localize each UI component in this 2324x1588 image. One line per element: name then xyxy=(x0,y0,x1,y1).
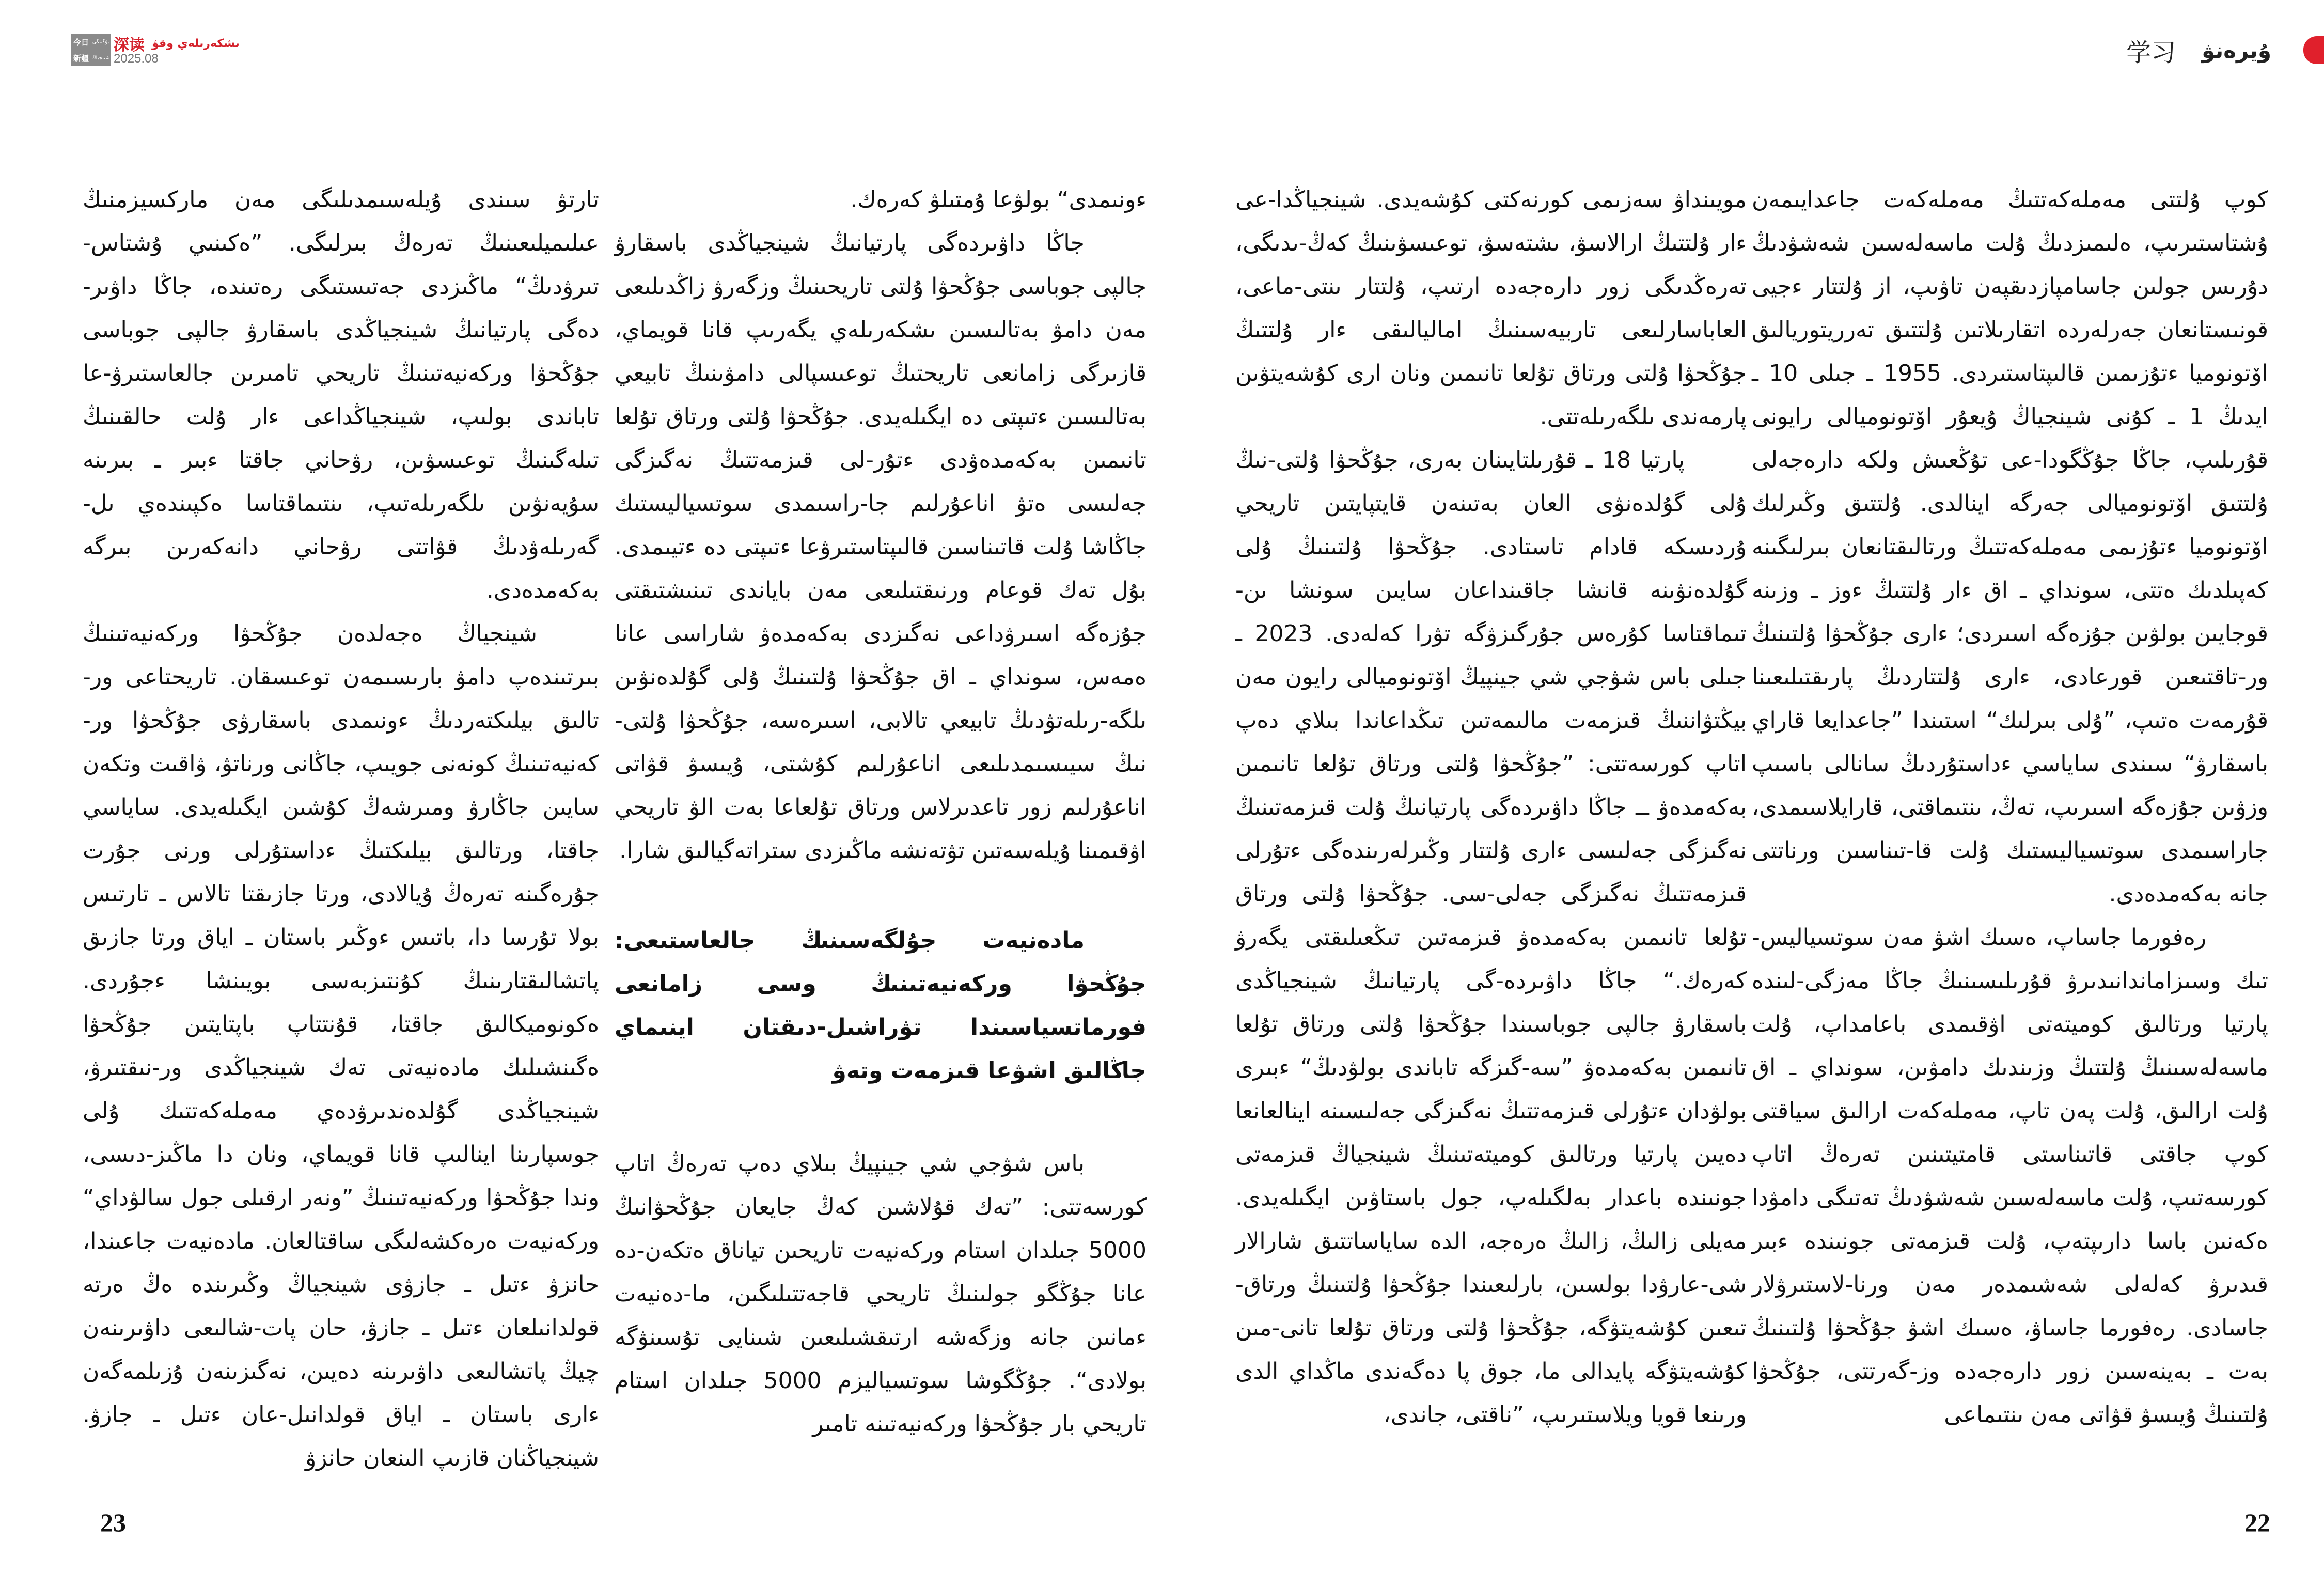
page-number-right: 22 xyxy=(2244,1508,2270,1537)
paragraph: كوپ ۇلتتى مەملەكەتتىڭ مەملەكەت جاعدايىمەن ۇشتاستىرىپ، ەلىمىزدىڭ ۇلت ماسەلەسىن شەشۋدىڭ دۇرىس جولىن جاسامپازدىقپەن تاۋىپ، از ۇلتتار ءجيى قونىستانعان جەرلەردە اتقارىلاتىن ۇلتتىق تەرريتوريالىق اۆتونوميا ءتۇزىمىن قالىپتاستىردى. 1955 ـ جىلى 10 ـ ايدىڭ 1 ـ كۇنى شينجياڭ ۇيعۇر اۆتونوميالى رايونى قۇرىلىپ، جاڭا جۇڭگودا-عى تۇڭعىش ولكە دارەجەلى ۇلتتىق اۆتونوميالى جەرگە اينالدى. ۇلتتىق وڭىرلىك اۆتونوميا ءتۇزىمى مەملەكەتتىڭ ورتالىقتانعان بىرلىگىنە كەپىلدىك ەتتى، سونداي ـ اق ءار ۇلتتىڭ ءوز ـ وزىنە قوجايىن بولۋىن جۇزەگە اسىردى؛ ءارى جۇڭحۋا ۇلتىنىڭ ور-تاقتىعىن قورعادى، ءارى ۇلتتاردىڭ پارىقتىلىعىنا قۇرمەت ەتىپ، ”ۇلى بىرلىك“ استىندا ”جاعدايعا قاراي باسقارۋ“ سىندى ساياسي ءداستۇردىڭ سانالى باسىپ وزۋىن جۇزەگە اسىرىپ، تەڭ، ىنتىماقتى، قارايلاسىمدى، جاراسىمدى سوتسياليستىك ۇلت قا-تىناسىن ورناتتى جانە بەكەمدەدى. xyxy=(1752,186,2268,907)
paragraph: پارتيا 18 ـ قۇرىلتايىنان بەرى، جۇڭحۋا ۇلتى-نىڭ ۇلى گۇلدەنۋى العان بەتىنەن قايتپايتىن تاريحي ۇردىسكە قادام تاستادى. جۇڭحۋا ۇلتىنىڭ ۇلى گۇلدەنۋىنە قانشا جاقىنداعان سايىن سونشا ىن-تىماقتاسا كۇرەس جۇرگىزۋگە تۋرا كەلەدى. 2023 ـ جىلى باس شۋجي شي جينپيڭ اۆتونوميالى رايون مەن بيڭتۋاننىڭ قىزمەت مالىمەتىن تىڭداعاندا بىلاي دەپ اتاپ كورسەتتى: ”جۇڭحۋا ۇلتى ورتاق تۇلعا تانىمىن بەكەمدەۋ ــ جاڭا داۋىردەگى پارتيانىڭ ۇلت قىزمەتىنىڭ نەگىزگى جەلىسى ءارى ۇلتتار وڭىرلەرىندەگى ءتۇرلى قىزمەتتىڭ نەگىزگى جەلى-سى. جۇڭحۋا ۇلتى ورتاق تۇلعا تانىمىن بەكەمدەۋ قىزمەتىن تىڭعىلىقتى يگەرۋ كەرەك.“ جاڭا داۋىردە-گى پارتيانىڭ شينجياڭدى باسقارۋ جالپى جوباسىندا جۇڭحۋا ۇلتى ورتاق تۇلعا تانىمىن بەكەمدەۋ ”سە-گىزگە تاباندى بولۋدىڭ“ ءبىرى بولۋدان ءتۇرلى قىزمەتتىڭ نەگىزگى جەلىسىنە اينالعانعا دەيىن پارتيا ورتالىق كوميتەتىنىڭ شينجياڭ قىزمەتى جونىندە باعدار بەلگىلەپ، جول باستاۋىن ايگىلەيدى. مەيلى زالىڭ، زالىڭ ەرەجە، الدە ساياساتتىق شارالار شى-عارۋدا بولسىن، بارلىعىندا جۇڭحۋا ۇلتىنىڭ ورتاق-تىعىن كۇشەيتۋگە، جۇڭحۋا ۇلتى ورتاق تۇلعا تانى-مىن كۇشەيتۋگە پايدالى ما، جوق پا دەگەندى ماڭداي الدى ورىنعا قويا ويلاستىرىپ، ”ناقتى، جاندى، xyxy=(1235,447,1747,1428)
paragraph: ءونىمدى“ بولۋعا ۇمتىلۋ كەرەك. xyxy=(850,186,1147,213)
logo-top-cn: 今日 xyxy=(73,37,89,47)
section-subheading: مادەنيەت جۇلگەسىنىڭ جالعاستىعى: جۇڭحۋا وركەنيەتىنىڭ وسى زامانعى فورماتسياسىندا تۋراشىل-دىقتان اينىماي جاڭالىق اشۋعا قىزمەت وتەۋ xyxy=(615,927,1147,1084)
section-title-cn: 深读 xyxy=(114,36,145,54)
red-tab-marker xyxy=(2303,36,2324,64)
paragraph: رەفورما جاساپ، ەسىك اشۋ مەن سوتسياليس-تىك وسىزاماندانىدىرۋ قۇرىلىسىنىڭ جاڭا مەزگى-لىندە پارتيا ورتالىق كوميتەتى اۋقىمدى باعامداپ، ۇلت ماسەلەسىنىڭ ۇلتتىڭ وزىندىك دامۋىن، سونداي ـ اق ۇلت ارالىق، ۇلت پەن تاپ، مەملەكەت ارالىق سياقتى كوپ جاقتى قاتىناستى قامتيتىنىن تەرەڭ اتاپ كورسەتىپ، ۇلت ماسەلەسىن شەشۋدىڭ تەتىگى دامۋدا ەكەنىن باسا دارىپتەپ، ۇلت قىزمەتى جونىندە ءبىر قىدىرۋ كەلەلى شەشىمدەر مەن ورنا-لاستىرۋلار جاسادى. رەفورما جاساۋ، ەسىك اشۋ جۇڭحۋا ۇلتىنىڭ بەت ـ بەينەسىن زور دارەجەدە وز-گەرتتى، جۇڭحۋا ۇلتىنىڭ ۇيىسۋ قۋاتى مەن ىنتىماعى xyxy=(1752,924,2268,1428)
paragraph: شينجياڭ ەجەلدەن جۇڭحۋا وركەنيەتىنىڭ بىرتىندەپ دامۋ بارىسىمەن توعىسقان. تاريحتاعى ور-تالىق بيلىكتەردىڭ ءونىمدى باسقارۋى جۇڭحۋا ور-كەنيەتىنىڭ كونەنى جويىپ، جاڭانى ورناتۋ، ۋاقىت وتكەن سايىن جاڭارۋ ومىرشەڭ كۇشىن ايگىلەيدى. ساياسي جاقتا، ورتالىق بيلىكتىڭ ءداستۇرلى ورنى جۇرت جۇرەگىنە تەرەڭ ۇيالادى، ورتا جازىقتا تالاس ـ تارتىس بولا تۇرسا دا، باتىس ءوڭىر باستان ـ اياق ورتا جازىق پاتشالىقتارىنىڭ كۇنتىزبەسى بويىنشا ءجۇردى. ەكونوميكالىق جاقتا، قۇنتتاپ باپتايتىن جۇڭحۋا ەگىنشىلىك مادەنيەتى تەك شينجياڭدى ور-نىقتىرۋ، شينجياڭدى گۇلدەندىرۋدەي مەملەكەتتىك ۇلى جوسپارىنا اينالىپ قانا قويماي، ونان دا ماڭىز-دىسى، وندا جۇڭحۋا وركەنيەتىنىڭ ”ونەر ارقىلى جول سالۋداي“ وركەنيەت ەرەكشەلىگى ساقتالعان. مادەنيەت جاعىندا، حانزۋ ءتىل ـ جازۋى شينجياڭ وڭىرىندە ەڭ ەرتە قولدانىلعان ءتىل ـ جازۋ، حان پات-شالىعى داۋىرىنەن چيڭ پاتشالىعى داۋىرىنە دەيىن، نەگىزىنەن ۇزىلمەگەن ءارى باستان ـ اياق قولدانىل-عان ءتىل ـ جازۋ. شينجياڭنان قازىپ الىنعان حانزۋ xyxy=(83,620,599,1471)
paragraph: تارتۋ سىندى ۇيلەسىمدىلىگى مەن ماركسيزمنىڭ عىلىميلىعىنىڭ تەرەڭ بىرلىگى. ”ەكىنىي ۇشتاس-تىرۋدىڭ“ ماڭىزدى جەتىستىگى رەتىندە، جاڭا داۋىر-دەگى پارتيانىڭ شينجياڭدى باسقارۋ جالپى جوباسى جۇڭحۋا وركەنيەتىنىڭ تاريحي تامىرىن جالعاستىرۋ-عا تاباندى بولىپ، شينجياڭداعى ءار ۇلت حالقىنىڭ تىلەگىنىڭ توعىسۋىن، رۋحاني جاقتا ءبىر ـ بىرىنە سۇيەنۋىن ىلگەرىلەتىپ، ىنتىماقتاسا ەكپىندەي ىل-گەرىلەۋدىڭ قۋاتتى رۋحاني دانەكەرىن بىرگە بەكەمدەدى. xyxy=(83,186,599,603)
text-column-2 xyxy=(1235,178,1747,1437)
section-label-ug: ۇيرەنۋ xyxy=(2202,37,2271,63)
text-column-1 xyxy=(1752,178,2268,1437)
magazine-header xyxy=(71,34,240,67)
section-title-ug: ىشكەرىلەي وقۋ xyxy=(152,37,240,50)
logo-bottom-cn: 新疆 xyxy=(73,53,89,63)
page-number-left: 23 xyxy=(100,1508,126,1537)
text-column-4 xyxy=(83,178,599,1480)
issue-date: 2025.08 xyxy=(114,52,159,66)
paragraph: جاڭا داۋىردەگى پارتيانىڭ شينجياڭدى باسقارۋ جالپى جوباسى جۇڭحۋا ۇلتى تاريحىنىڭ وزگەرۋ زاڭدىلىعى مەن دامۋ بەتالىسىن ىشكەرىلەي يگەرىپ قانا قويماي، قازىرگى زامانعى تاريحتىڭ توعىسپالى دامۋىنىڭ تابيعي بەتالىسىن ءتىپتى دە ايگىلەيدى. جۇڭحۋا ۇلتى ورتاق تۇلعا تانىمىن بەكەمدەۋدى ءتۇر-لى قىزمەتتىڭ نەگىزگى جەلىسى ەتۋ اناعۇرلىم جا-راسىمدى سوتسياليستىك جاڭاشا ۇلت قاتىناسىن قالىپتاستىرۋعا ءتىپتى دە ءتيىمدى. بۇل تەك قوعام ورنىقتىلىعى مەن باياندى تىنىشتىقتى جۇزەگە اسىرۋداعى نەگىزدى بەكەمدەۋ شاراسى عانا ەمەس، سونداي ـ اق جۇڭحۋا ۇلتىنىڭ ۇلى گۇلدەنۋىن ىلگە-رىلەتۋدىڭ تابيعي تالابى، اسىرەسە، جۇڭحۋا ۇلتى-نىڭ سيىسىمدىلىعى اناعۇرلىم كۇشتى، ۇيىسۋ قۋاتى اناعۇرلىم زور تاعدىرلاس ورتاق تۇلعاعا بەت الۋ تاريحي اۋقىمىنا ۇيلەسەتىن تۋتەنشە ماڭىزدى ستراتەگيالىق شارا. xyxy=(615,230,1147,864)
magazine-logo xyxy=(71,34,111,66)
section-header xyxy=(2126,32,2324,68)
paragraph: مويىنداۋ سەزىمى كورنەكتى كۇشەيدى. شينجياڭدا-عى ءار ۇلتتىڭ ارالاسۋ، ىشتەسۋ، توعىسۋىنىڭ كەڭ-ىدىگى، تەرەڭدىگى زور دارەجەدە ارتىپ، ۇلتتار ىنتى-ماعى، العاباسارلىعى تاربيەسىنىڭ اماليالىقى ءار ۇلتتىڭ جۇڭحۋا ۇلتى ورتاق تۇلعا تانىمىن ونان ارى كۇشەيتۋىن پارمەندى ىلگەرىلەتتى. xyxy=(1235,186,1747,430)
logo-bottom-ug: شىنجياڭ xyxy=(91,55,110,61)
logo-top-ug: بۇگىنگى xyxy=(92,39,109,45)
section-label-cn: 学习 xyxy=(2126,38,2176,67)
paragraph: باس شۋجي شي جينپيڭ بىلاي دەپ تەرەڭ اتاپ كورسەتتى: ”تەك قۇلاشىن كەڭ جايعان جۇڭحۋانىڭ 5000 جىلدان استام وركەنيەت تاريحىن تياناق ەتكەن-دە عانا جۇڭگو جولىنىڭ تاريحي قاجەتتىلىگىن، ما-دەنيەت ءمانىن جانە وزگەشە ارتىقشىلىعىن شىنايى تۇسىنۋگە بولادى“. جۇڭگوشا سوتسياليزم 5000 جىلدان استام تاريحي بار جۇڭحۋا وركەنيەتىنە تامىر xyxy=(615,1150,1147,1437)
text-column-3 xyxy=(615,178,1147,1446)
